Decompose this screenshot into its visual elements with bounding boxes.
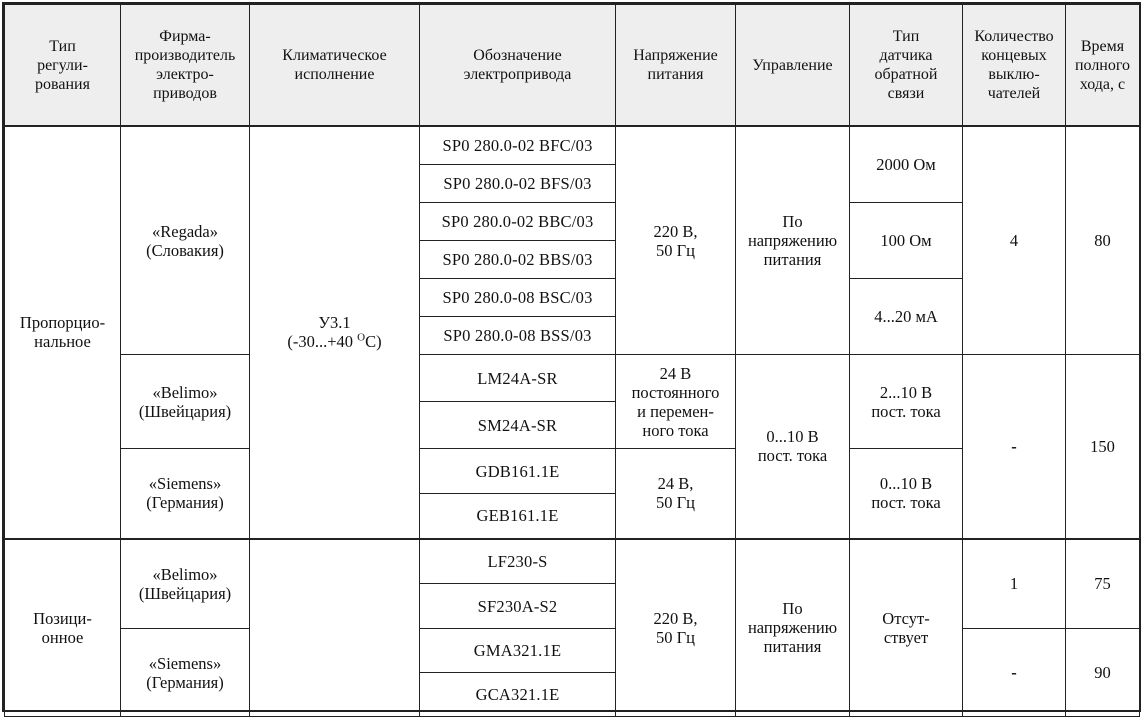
sensor-positional: Отсут- ствует <box>850 539 963 717</box>
model-cell: SM24A-SR <box>420 402 616 449</box>
model-cell: LF230-S <box>420 539 616 584</box>
header-manufacturer: Фирма- производитель электро- приводов <box>121 5 250 127</box>
stroke-time-belimo-positional: 75 <box>1066 539 1140 629</box>
model-cell: SP0 280.0-02 BFS/03 <box>420 165 616 203</box>
voltage-regada: 220 В, 50 Гц <box>616 126 736 355</box>
manufacturer-belimo-positional: «Belimo» (Швейцария) <box>121 539 250 629</box>
control-analog: 0...10 В пост. тока <box>736 355 850 539</box>
voltage-positional: 220 В, 50 Гц <box>616 539 736 717</box>
model-cell: LM24A-SR <box>420 355 616 402</box>
header-control: Управление <box>736 5 850 127</box>
header-sensor: Тип датчика обратной связи <box>850 5 963 127</box>
control-regada: По напряжению питания <box>736 126 850 355</box>
header-voltage: Напряжение питания <box>616 5 736 127</box>
switches-analog: - <box>963 355 1066 539</box>
actuator-spec-table <box>4 4 1140 717</box>
header-stroke-time: Время полного хода, с <box>1066 5 1140 127</box>
header-row <box>5 5 1140 127</box>
table-row <box>5 539 1140 584</box>
header-switches: Количество концевых выклю- чателей <box>963 5 1066 127</box>
model-cell: SP0 280.0-08 BSS/03 <box>420 317 616 355</box>
group-proportional: Пропорцио- нальное <box>5 126 121 539</box>
header-designation: Обозначение электропривода <box>420 5 616 127</box>
climate-cell: У3.1 (-30...+40 $^O$C) <box>250 126 420 539</box>
table-row <box>5 126 1140 165</box>
control-positional: По напряжению питания <box>736 539 850 717</box>
group-positional: Позици- онное <box>5 539 121 717</box>
manufacturer-regada: «Regada» (Словакия) <box>121 126 250 355</box>
voltage-siemens: 24 В, 50 Гц <box>616 449 736 539</box>
spec-table-frame <box>2 2 1141 712</box>
manufacturer-siemens: «Siemens» (Германия) <box>121 449 250 539</box>
header-climate: Климатическое исполнение <box>250 5 420 127</box>
sensor-siemens: 0...10 В пост. тока <box>850 449 963 539</box>
switches-regada: 4 <box>963 126 1066 355</box>
switches-siemens-positional: - <box>963 629 1066 717</box>
model-cell: GDB161.1E <box>420 449 616 494</box>
stroke-time-analog: 150 <box>1066 355 1140 539</box>
sensor-belimo: 2...10 В пост. тока <box>850 355 963 449</box>
voltage-belimo: 24 В постоянного и перемен- ного тока <box>616 355 736 449</box>
model-cell: SP0 280.0-02 BFC/03 <box>420 126 616 165</box>
sensor-2000-ohm: 2000 Ом <box>850 126 963 203</box>
model-cell: SF230A-S2 <box>420 584 616 629</box>
model-cell: GEB161.1E <box>420 494 616 539</box>
manufacturer-belimo: «Belimo» (Швейцария) <box>121 355 250 449</box>
table-row <box>5 355 1140 402</box>
model-cell: SP0 280.0-02 BBS/03 <box>420 241 616 279</box>
climate-blank <box>250 539 420 717</box>
switches-belimo-positional: 1 <box>963 539 1066 629</box>
table-row <box>5 629 1140 673</box>
stroke-time-siemens-positional: 90 <box>1066 629 1140 717</box>
manufacturer-siemens-positional: «Siemens» (Германия) <box>121 629 250 717</box>
model-cell: GMA321.1E <box>420 629 616 673</box>
model-cell: SP0 280.0-02 BBC/03 <box>420 203 616 241</box>
stroke-time-regada: 80 <box>1066 126 1140 355</box>
sensor-4-20-ma: 4...20 мА <box>850 279 963 355</box>
model-cell: SP0 280.0-08 BSC/03 <box>420 279 616 317</box>
model-cell: GCA321.1E <box>420 673 616 717</box>
sensor-100-ohm: 100 Ом <box>850 203 963 279</box>
header-reg-type: Тип регули- рования <box>5 5 121 127</box>
